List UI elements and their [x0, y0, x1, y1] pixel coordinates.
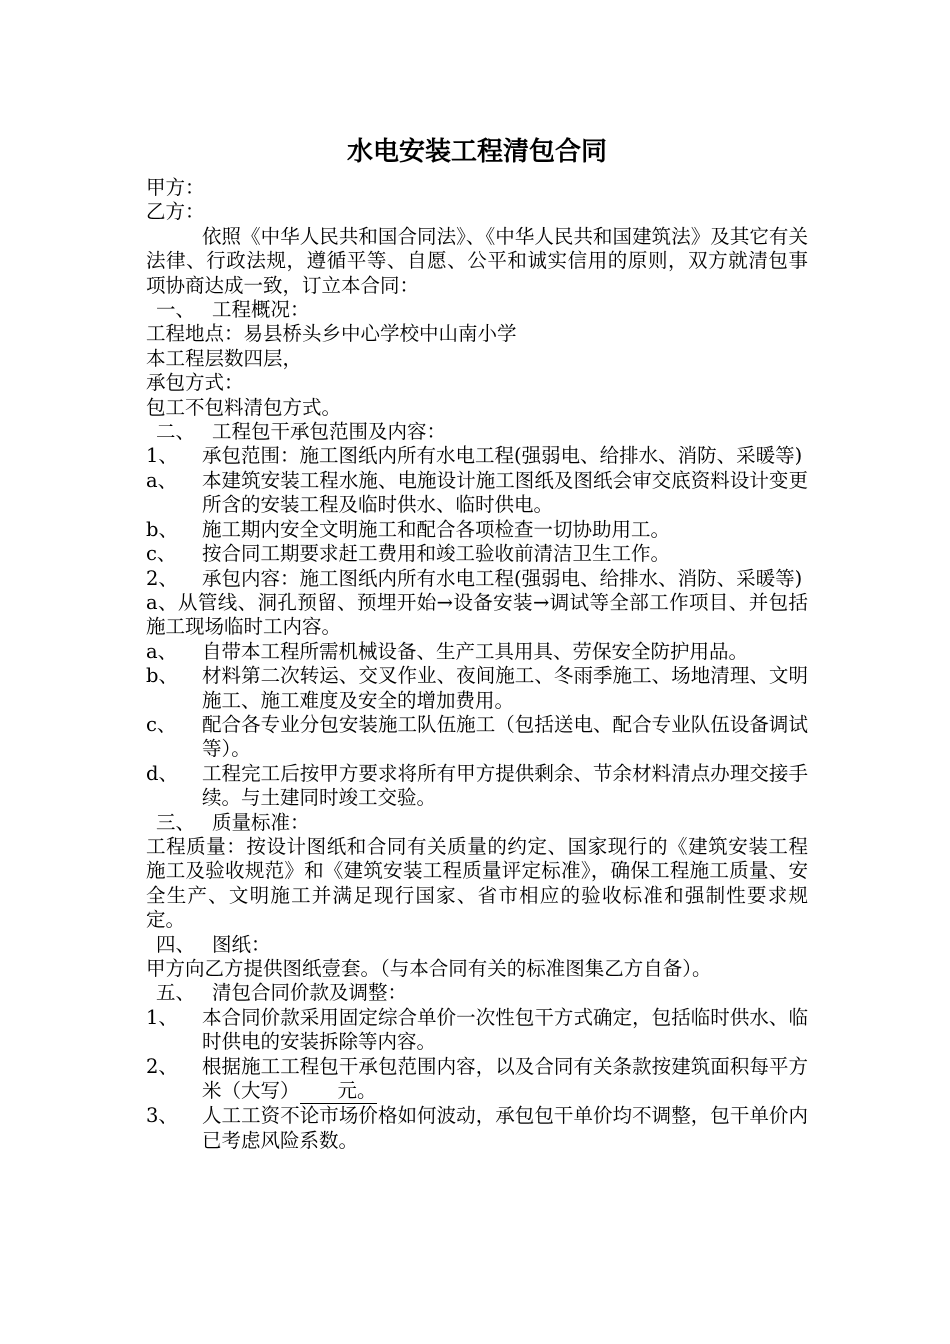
- list-item: [146, 1055, 808, 1105]
- section-heading-1: [146, 298, 808, 322]
- list-marker: 3、: [146, 1104, 178, 1128]
- section-heading-4: [146, 933, 808, 957]
- section-title: 清包合同价款及调整：: [212, 981, 408, 1005]
- section-number: 四、: [156, 932, 196, 956]
- list-marker: 1、: [146, 1005, 178, 1029]
- section-title: 图纸：: [212, 932, 271, 956]
- list-marker: d、: [146, 761, 178, 785]
- section-title: 工程包干承包范围及内容：: [212, 420, 447, 444]
- section-heading-2: [146, 420, 808, 444]
- intro-paragraph: 依照《中华人民共和国合同法》、《中华人民共和国建筑法》及其它有关法律、行政法规，遵循平等、自愿、公平和诚实信用的原则，双方就清包事项协商达成一致，订立本合同：: [146, 224, 808, 297]
- list-item: [146, 1006, 808, 1055]
- list-text: 施工期内安全文明施工和配合各项检查一切协助用工。: [202, 517, 671, 541]
- list-item: [146, 762, 808, 811]
- list-text: 本建筑安装工程水施、电施设计施工图纸及图纸会审交底资料设计变更所含的安装工程及临时供水、临时供电。: [202, 468, 808, 517]
- contract-mode-label: 承包方式：: [146, 371, 244, 395]
- project-floors: 本工程层数四层，: [146, 346, 303, 370]
- list-marker: 1、: [146, 444, 178, 468]
- work-scope-paragraph: a、从管线、洞孔预留、预埋开始→设备安装→调试等全部工作项目、并包括施工现场临时工内容。: [146, 590, 808, 639]
- section-number: 三、: [156, 810, 196, 834]
- list-item: [146, 518, 808, 542]
- list-marker: a、: [146, 468, 178, 492]
- party-b-label: 乙方：: [146, 200, 205, 224]
- list-item: [146, 469, 808, 518]
- list-item: [146, 542, 808, 566]
- list-text: 根据施工工程包干承包范围内容，以及合同有关条款按建筑面积每平方米（大写）: [202, 1054, 808, 1103]
- section-title: 质量标准：: [212, 810, 310, 834]
- project-location: 工程地点：易县桥头乡中心学校中山南小学: [146, 322, 517, 346]
- list-marker: 2、: [146, 566, 178, 590]
- section-title: 工程概况：: [212, 298, 310, 322]
- list-text: 人工工资不论市场价格如何波动，承包包干单价均不调整，包干单价内已考虑风险系数。: [202, 1104, 808, 1152]
- list-marker: 2、: [146, 1054, 178, 1078]
- drawings-paragraph: 甲方向乙方提供图纸壹套。（与本合同有关的标准图集乙方自备）。: [146, 957, 712, 980]
- list-text: 承包内容：施工图纸内所有水电工程(强弱电、给排水、消防、采暖等): [202, 566, 803, 590]
- contract-mode-value: 包工不包料清包方式。: [146, 395, 342, 419]
- quality-paragraph: 工程质量：按设计图纸和合同有关质量的约定、国家现行的《建筑安装工程施工及验收规范》和《建筑安装工程质量评定标准》，确保工程施工质量、安全生产、文明施工并满足现行国家、省市相应的验收标准和强制性要求规定。: [146, 834, 808, 932]
- list-text: 承包范围：施工图纸内所有水电工程(强弱电、给排水、消防、采暖等): [202, 444, 803, 468]
- list-marker: b、: [146, 664, 178, 688]
- list-text: 材料第二次转运、交叉作业、夜间施工、冬雨季施工、场地清理、文明施工、施工难度及安全的增加费用。: [202, 664, 808, 712]
- section-number: 一、: [156, 298, 196, 322]
- list-item: [146, 1104, 808, 1153]
- list-text: 配合各专业分包安装施工队伍施工（包括送电、配合专业队伍设备调试等）。: [202, 712, 808, 761]
- list-item: [146, 444, 808, 468]
- list-marker: c、: [146, 542, 177, 566]
- price-blank: 元。: [300, 1079, 377, 1104]
- list-text: 本合同价款采用固定综合单价一次性包干方式确定，包括临时供水、临时供电的安装拆除等内容。: [202, 1005, 808, 1054]
- list-text: 自带本工程所需机械设备、生产工具用具、劳保安全防护用品。: [202, 639, 749, 663]
- section-number: 二、: [156, 420, 196, 444]
- list-text: 按合同工期要求赶工费用和竣工验收前清洁卫生工作。: [202, 542, 671, 566]
- list-text: 工程完工后按甲方要求将所有甲方提供剩余、节余材料清点办理交接手续。与土建同时竣工交验。: [202, 761, 808, 810]
- list-item: [146, 640, 808, 664]
- list-marker: a、: [146, 639, 178, 663]
- list-marker: b、: [146, 517, 178, 541]
- list-item: [146, 664, 808, 713]
- list-item: [146, 713, 808, 762]
- list-marker: c、: [146, 712, 177, 736]
- document-body: [146, 128, 808, 1153]
- section-number: 五、: [156, 981, 196, 1005]
- section-heading-5: [146, 981, 808, 1005]
- party-a-label: 甲方：: [146, 176, 205, 199]
- section-heading-3: [146, 811, 808, 835]
- page-title: 水电安装工程清包合同: [346, 137, 607, 167]
- list-item: [146, 567, 808, 591]
